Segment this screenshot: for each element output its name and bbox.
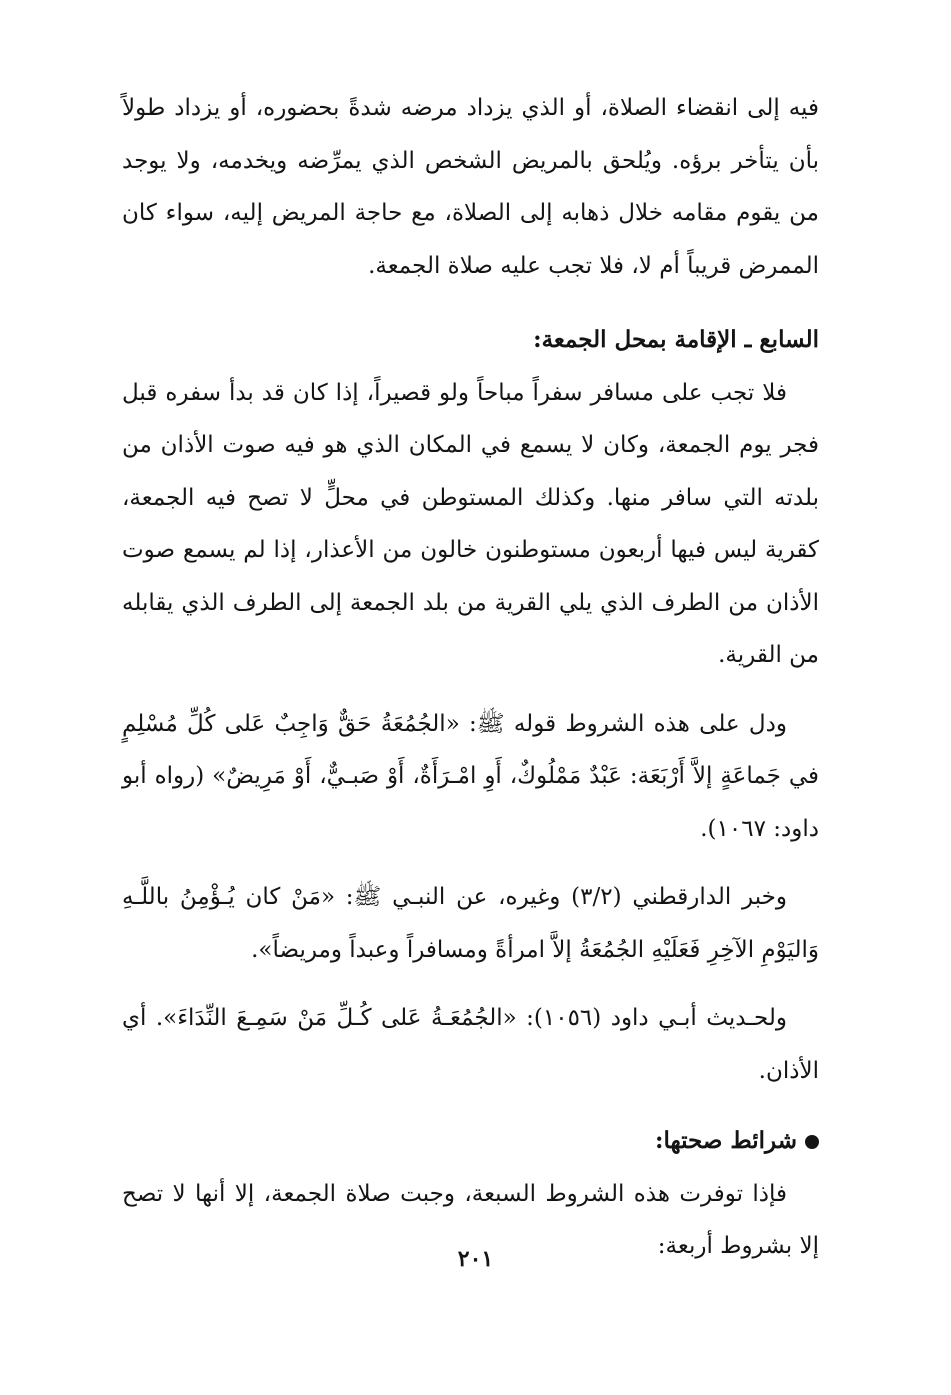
paragraph-1: فيه إلى انقضاء الصلاة، أو الذي يزداد مرضه شدةً بحضوره، أو يزداد طولاً بأن يتأخر برؤه. ويُلحق بالمريض الشخص الذي يمرِّضه ويخدمه، ولا يوجد من يقوم مقامه خلال ذهابه إلى الصلاة، مع حاجة المريض إليه، سواء كان الممرض قريباً أم لا، فلا تجب عليه صلاة الجمعة. [122, 95, 819, 279]
heading-seventh-condition: السابع ـ الإقامة بمحل الجمعة: [533, 326, 819, 353]
heading-validity-conditions [122, 1115, 819, 1168]
filled-circle-bullet-icon [805, 1135, 819, 1149]
page-number: ٢٠١ [457, 1246, 494, 1272]
paragraph-4-hadith: وخبر الدارقطني (٣/٢) وغيره، عن النبـي ﷺ: «مَنْ كان يُـؤْمِنُ باللَّـهِ وَاليَوْمِ الآخِرِ فَعَلَيْهِ الجُمُعَةُ إلاَّ امرأةً ومسافراً وعبداً ومريضاً». [122, 884, 819, 963]
paragraph-5-hadith: ولحـديث أبـي داود (١٠٥٦): «الجُمُعَـةُ عَلى كُـلِّ مَنْ سَمِـعَ النِّدَاءَ». أي الأذان. [122, 1005, 819, 1084]
paragraph-2: فلا تجب على مسافر سفراً مباحاً ولو قصيراً، إذا كان قد بدأ سفره قبل فجر يوم الجمعة، وكان لا يسمع في المكان الذي هو فيه صوت الأذان من بلدته التي سافر منها. وكذلك المستوطن في محلٍّ لا تصح فيه الجمعة، كقرية ليس فيها أربعون مستوطنون خالون من الأعذار، إذا لم يسمع صوت الأذان من الطرف الذي يلي القرية من بلد الجمعة إلى الطرف الذي يقابله من القرية. [122, 379, 819, 668]
heading-validity-conditions-text: شرائط صحتها: [654, 1127, 797, 1154]
paragraph-6: فإذا توفرت هذه الشروط السبعة، وجبت صلاة الجمعة، إلا أنها لا تصح إلا بشروط أربعة: [122, 1180, 819, 1259]
paragraph-3-hadith: ودل على هذه الشروط قوله ﷺ: «الجُمُعَةُ حَقٌّ وَاجِبٌ عَلى كُلِّ مُسْلِمٍ في جَماعَةٍ إلاَّ أَرْبَعَة: عَبْدٌ مَمْلُوكٌ، أَوِ امْـرَأَةٌ، أَوْ صَبـيٌّ، أَوْ مَرِيضٌ» (رواه أبو داود: ١٠٦٧). [122, 710, 819, 842]
